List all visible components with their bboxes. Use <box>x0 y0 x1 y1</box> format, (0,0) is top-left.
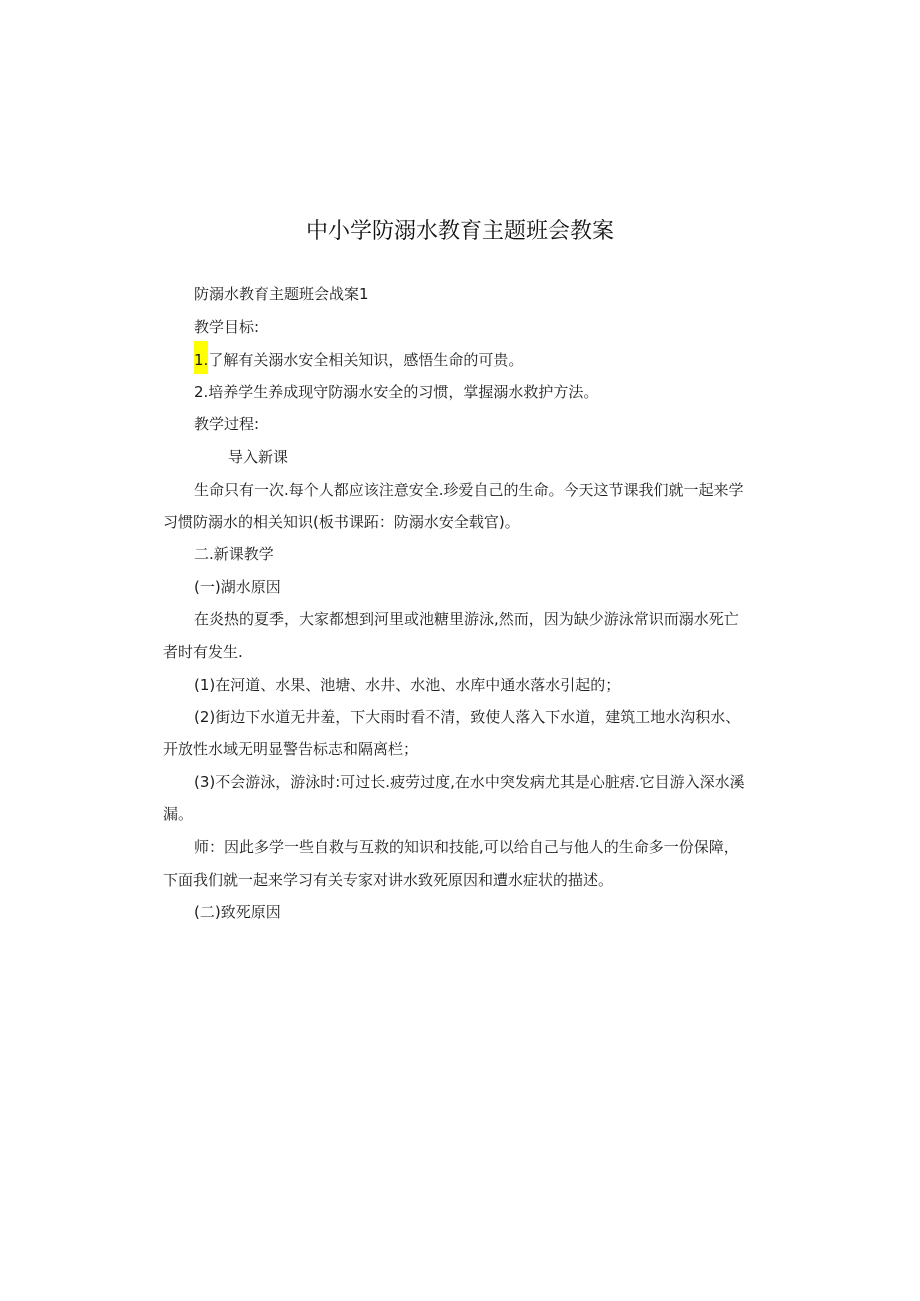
list-item-continued: 漏。 <box>163 805 194 823</box>
paragraph-line: 在炎热的夏季，大家都想到河里或池糖里游泳,然而，因为缺少游泳常识而溺水死亡 <box>194 610 739 628</box>
paragraph-line: 生命只有一次.每个人都应该注意安全.珍爱自己的生命。今天这节课我们就一起来学 <box>194 481 744 499</box>
section-heading-process: 教学过程: <box>194 415 260 433</box>
paragraph-line: 者时有发生. <box>163 643 243 661</box>
list-item-continued: 开放性水域无明显警告标志和隔离栏； <box>163 740 419 758</box>
section-heading-new-lesson: 二.新课教学 <box>194 545 274 563</box>
highlighted-number: 1. <box>194 341 208 374</box>
list-item: (1)在河道、水果、池塘、水井、水池、水库中通水落水引起的； <box>194 676 621 694</box>
paragraph-line: 下面我们就一起来学习有关专家对讲水致死原因和遭水症状的描述。 <box>163 871 614 889</box>
subsection-causes: (一)湖水原因 <box>194 578 281 596</box>
paragraph-line: 师：因此多学一些自救与互救的知识和技能,可以给自己与他人的生命多一份保障， <box>194 838 739 856</box>
lesson-plan-heading: 防溺水教育主题班会战案1 <box>194 285 369 303</box>
objective-1-text: 了解有关溺水安全相关知识，感悟生命的可贵。 <box>208 351 524 369</box>
section-heading-objectives: 教学目标: <box>194 318 260 336</box>
subsection-fatal-causes: (二)致死原因 <box>194 903 281 921</box>
subsection-introduction: 导入新课 <box>228 448 289 466</box>
list-item: (3)不会游泳，游泳时:可过长.疲劳过度,在水中突发病尤其是心脏痞.它目游入深水溪 <box>194 773 745 791</box>
objective-1 <box>194 349 523 374</box>
page-title: 中小学防溺水教育主题班会教案 <box>305 219 614 244</box>
list-item: (2)街边下水道无井羞，下大雨时看不清，致使人落入下水道，建筑工地水沟积水、 <box>194 708 741 726</box>
objective-2: 2.培养学生养成现守防溺水安全的习惯，掌握溺水救护方法。 <box>194 383 599 401</box>
paragraph-line: 习惯防溺水的相关知识(板书课跖：防溺水安全载官)。 <box>163 513 520 531</box>
